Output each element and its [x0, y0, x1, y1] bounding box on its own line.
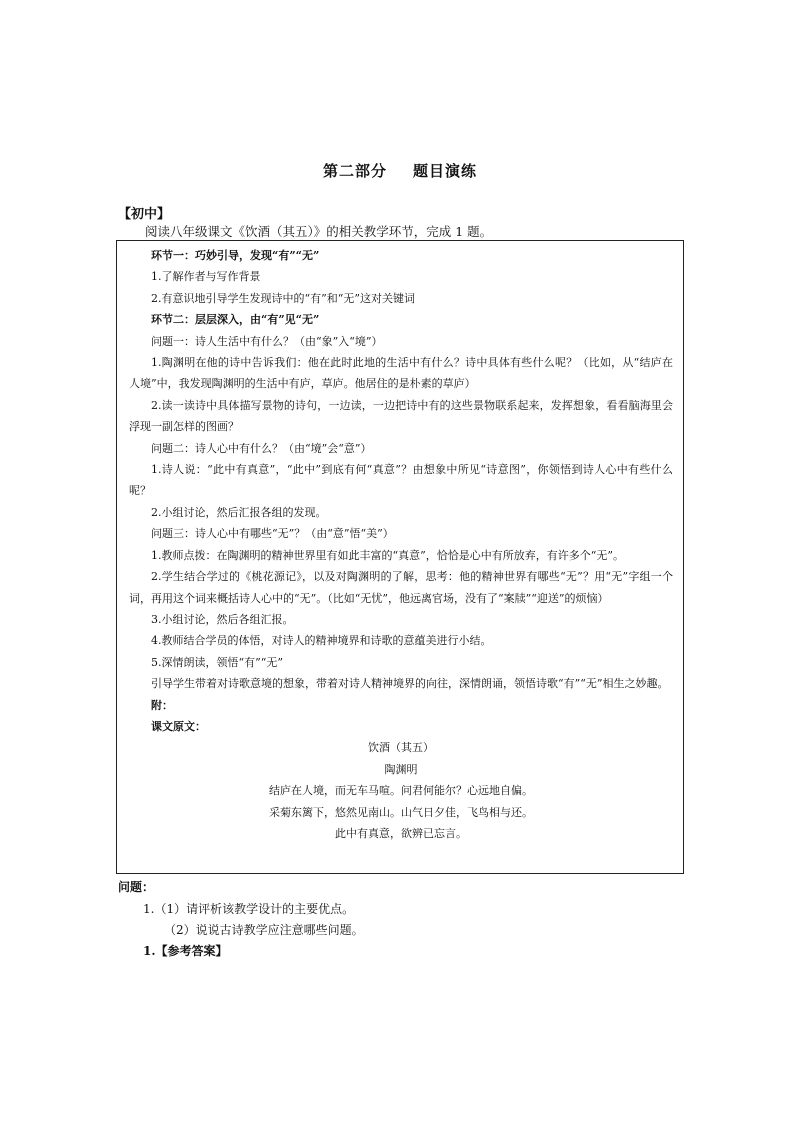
- box-line: 2.读一读诗中具体描写景物的诗句，一边读，一边把诗中有的这些景物联系起来，发挥想象，看看脑海里会浮现一副怎样的图画？: [129, 398, 673, 434]
- poem-line: 采菊东篱下，悠然见南山。山气日夕佳，飞鸟相与还。: [269, 805, 533, 819]
- original-text-label: 课文原文：: [151, 719, 206, 733]
- box-line: 问题一：诗人生活中有什么？（由“象”入“境”）: [151, 334, 383, 348]
- section-label: 【初中】: [118, 207, 171, 222]
- box-line: 5.深情朗读，领悟“有”“无”: [151, 655, 283, 669]
- appendix-label: 附：: [151, 698, 173, 712]
- box-line: 1.了解作者与写作背景: [151, 270, 261, 284]
- poem-line: 此中有真意，欲辨已忘言。: [335, 826, 467, 840]
- reference-answer-label: 1.【参考答案】: [143, 944, 228, 958]
- stage-two-heading: 环节二：层层深入，由“有”见“无”: [151, 313, 320, 327]
- page-title: [0, 160, 800, 181]
- questions-label: 问题：: [118, 880, 155, 894]
- box-line: 问题三：诗人心中有哪些“无”？（由“意”悟“美”）: [151, 527, 394, 541]
- box-line: 引导学生带着对诗歌意境的想象，带着对诗人精神境界的向往，深情朗诵，领悟诗歌“有”“无”相生之妙趣。: [151, 677, 669, 691]
- box-line: 2.学生结合学过的《桃花源记》，以及对陶渊明的了解，思考：他的精神世界有哪些“无”？用“无”字组一个词，再用这个词来概括诗人心中的“无”。（比如“无忧”，他远离官场，没有了“案牍”“迎送”的烦恼）: [129, 570, 673, 605]
- title-name: 题目演练: [413, 162, 478, 180]
- questions-section: [118, 878, 364, 962]
- box-line: 问题二：诗人心中有什么？（由“境”会“意”）: [151, 441, 372, 455]
- poem-author: 陶渊明: [384, 762, 418, 776]
- box-line: 2.有意识地引导学生发现诗中的“有”和“无”这对关键词: [151, 291, 415, 305]
- question-2: （2）说说古诗教学应注意哪些问题。: [164, 923, 364, 937]
- stage-one-heading: 环节一：巧妙引导，发现“有”“无”: [151, 249, 320, 262]
- title-part: 第二部分: [322, 162, 387, 180]
- poem-line: 结庐在人境，而无车马喧。问君何能尔？心远地自偏。: [269, 784, 533, 798]
- intro-text: 阅读八年级课文《饮酒（其五）》的相关教学环节，完成 1 题。: [145, 224, 493, 239]
- poem-title: 饮酒（其五）: [368, 741, 434, 755]
- box-line: 1.陶渊明在他的诗中告诉我们：他在此时此地的生活中有什么？诗中具体有些什么呢？（比如，从“结庐在人境”中，我发现陶渊明的生活中有庐，草庐。他居住的是朴素的草庐）: [129, 356, 673, 391]
- teaching-design-box: [116, 240, 684, 874]
- box-line: 1.诗人说：“此中有真意”，“此中”到底有何“真意”？由想象中所见“诗意图”，你领悟到诗人心中有些什么呢？: [129, 463, 673, 498]
- question-1: 1.（1）请评析该教学设计的主要优点。: [143, 902, 355, 916]
- box-line: 1.教师点拨：在陶渊明的精神世界里有如此丰富的“真意”，恰恰是心中有所放弃，有许多个“无”。: [151, 548, 624, 562]
- box-line: 4.教师结合学员的体悟，对诗人的精神境界和诗歌的意蕴美进行小结。: [151, 634, 492, 648]
- box-line: 2.小组讨论，然后汇报各组的发现。: [151, 505, 327, 519]
- box-line: 3.小组讨论，然后各组汇报。: [151, 612, 294, 626]
